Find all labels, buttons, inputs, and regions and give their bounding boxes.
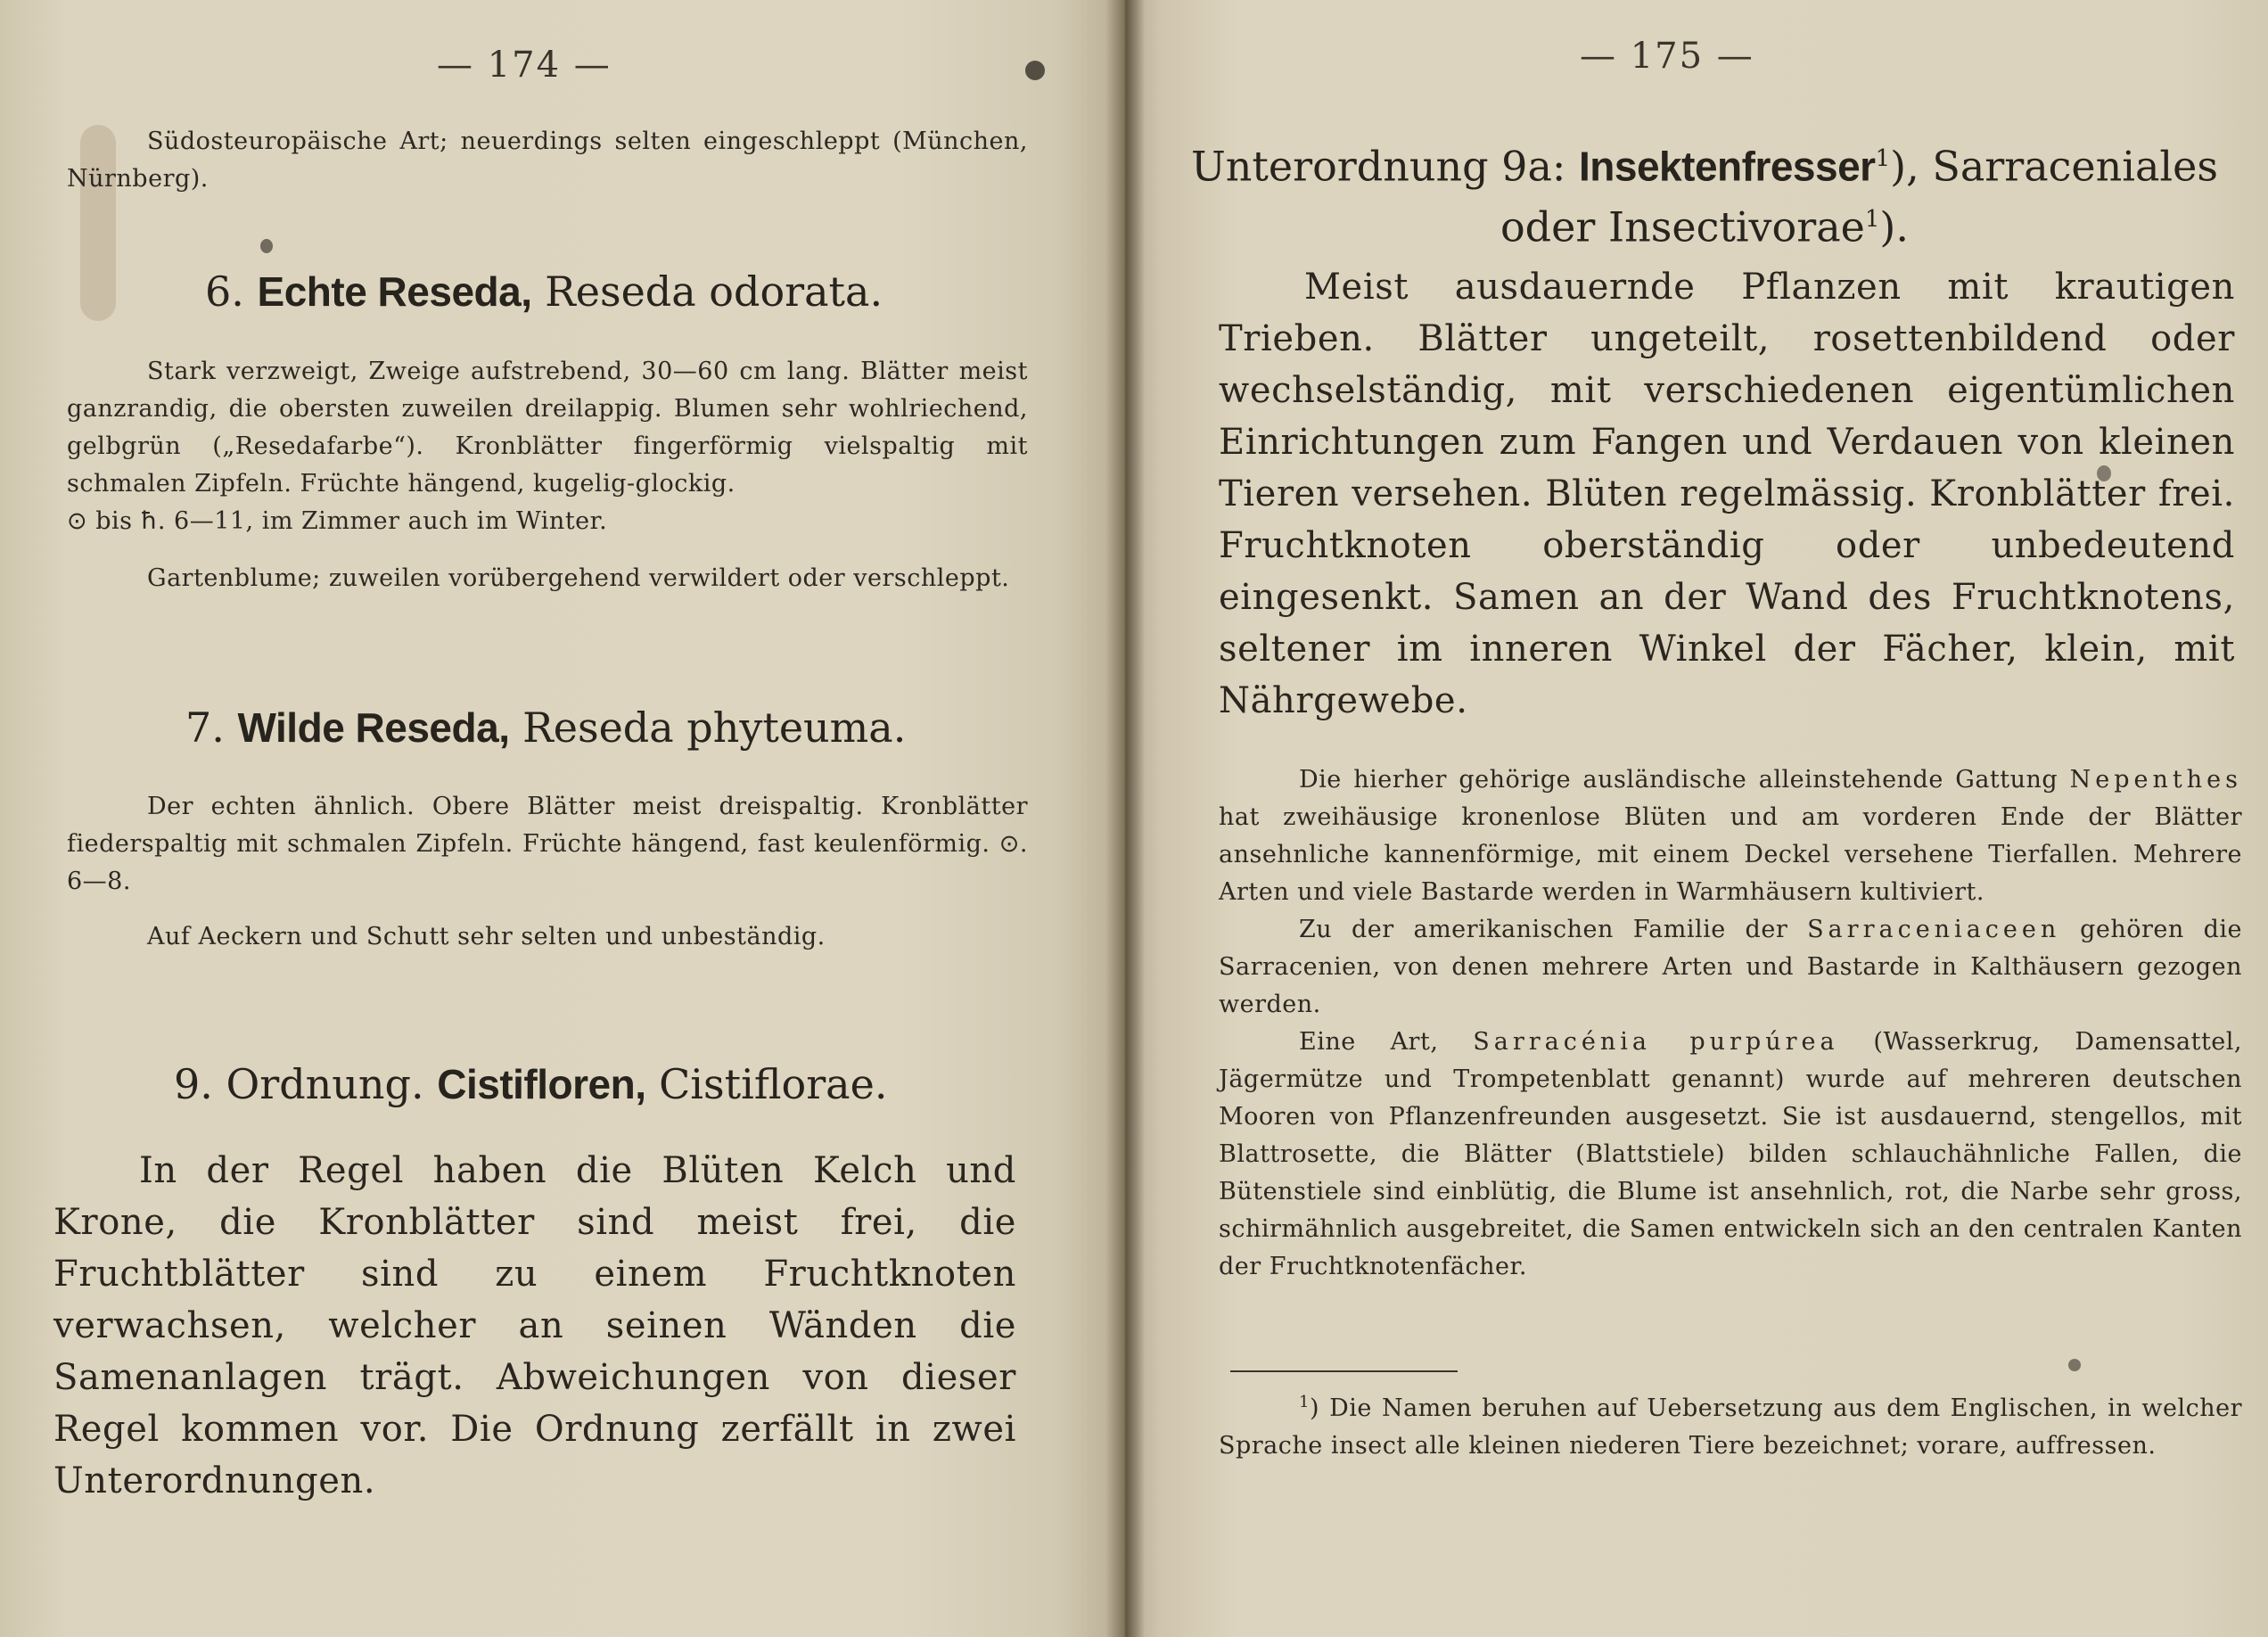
order-9-heading	[174, 1057, 887, 1111]
order-prefix: 9. Ordnung.	[174, 1060, 424, 1108]
species-number: 6.	[205, 267, 244, 316]
suborder-name: Insektenfresser	[1579, 143, 1876, 190]
page-number: — 174 —	[437, 45, 612, 86]
note-text: Eine Art,	[1299, 1028, 1474, 1056]
page-number: — 175 —	[1580, 36, 1754, 77]
book-gutter	[1105, 0, 1145, 1637]
footnote-mark: 1	[1864, 206, 1880, 234]
note-nepenthes	[1219, 761, 2242, 911]
flowering-time: . 6—8.	[67, 830, 1028, 895]
suborder-latin: ), Sarraceniales	[1890, 142, 2218, 191]
species-number: 7.	[185, 703, 225, 752]
suborder-alt-name: oder Insectivorae	[1500, 202, 1865, 251]
annual-symbol: ⊙	[998, 830, 1020, 858]
order-latin-name: Cistiflorae.	[659, 1060, 888, 1108]
suborder-description: Meist ausdauernde Pflanzen mit krautigen Trieben. Blätter ungeteilt, rosettenbildend oder wechselständig, mit verschiedenen eigentümlichen Einrichtungen zum Fangen und Verdauen von kleinen Tieren versehen. Blüten regelmässig. Kronblätter frei. Fruchtknoten oberständig oder unbedeutend eingesenkt. Samen an der Wand des Fruchtknotens, seltener im inneren Winkel der Fächer, klein, mit Nährgewebe.	[1219, 267, 2235, 721]
species-7-description	[67, 788, 1028, 901]
note-sarracenia-purpurea	[1219, 1024, 2242, 1286]
annual-symbol: ⊙	[67, 507, 88, 535]
species-6-flowering	[67, 503, 1028, 540]
note-sarraceniaceen	[1219, 911, 2242, 1024]
species-latin-name: Reseda phyteuma.	[522, 703, 907, 752]
left-page	[0, 0, 1125, 1637]
description-text: Stark verzweigt, Zweige aufstrebend, 30—60 cm lang. Blätter meist ganzrandig, die obersten zuweilen dreilappig. Blumen sehr wohlriechend, gelbgrün („Resedafarbe“). Kronblätter fingerförmig vielspaltig mit schmalen Zipfeln. Früchte hängend, kugelig-glockig.	[67, 358, 1028, 498]
species-common-name: Wilde Reseda,	[237, 704, 510, 751]
footnote-rule	[1230, 1370, 1458, 1372]
note-text: hat zweihäusige kronenlose Blüten und am vorderen Ende der Blätter ansehnliche kannenförmige, mit einem Deckel versehene Tierfallen. Mehrere Arten und viele Bastarde werden in Warmhäusern kultiviert.	[1219, 803, 2242, 906]
flowering-time: . 6—11, im Zimmer auch im Winter.	[157, 507, 608, 535]
note-text: (Wasserkrug, Damensattel, Jägermütze und Trompetenblatt genannt) wurde auf mehreren deutschen Mooren von Pflanzenfreunden ausgesetzt. Sie ist ausdauernd, stengellos, mit Blattrosette, die Blätter (Blattstiele) bilden schlauchähnliche Fallen, die Bütenstiele sind einblütig, die Blume ist ansehnlich, rot, die Narbe sehr gross, schirmähnlich ausgebreitet, die Samen entwickeln sich an den centralen Kanten der Fruchtknotenfächer.	[1219, 1028, 2243, 1280]
suborder-heading	[1179, 132, 2231, 254]
species-7-heading	[185, 701, 906, 754]
note-text: Die hierher gehörige ausländische alleinstehende Gattung	[1299, 766, 2070, 794]
ink-spot	[1025, 61, 1045, 80]
bis-text: bis	[95, 507, 133, 535]
perennial-symbol: ħ	[140, 507, 158, 535]
species-6-description	[67, 353, 1028, 503]
species-7-habitat: Auf Aeckern und Schutt sehr selten und unbeständig.	[147, 923, 826, 950]
description-text: Der echten ähnlich. Obere Blätter meist dreispaltig. Kronblätter fiederspaltig mit schmalen Zipfeln. Früchte hängend, fast keulenförmig.	[67, 793, 1028, 858]
note-text: Zu der amerikanischen Familie der	[1299, 916, 1808, 943]
suborder-line-1	[1179, 132, 2231, 193]
order-name: Cistifloren,	[437, 1061, 646, 1107]
species-7-description-block	[67, 788, 1028, 956]
footnote-mark: 1	[1299, 1393, 1310, 1411]
notes-block	[1219, 761, 2242, 1286]
family-name: Sarraceniaceen	[1807, 916, 2061, 943]
footnote	[1219, 1384, 2242, 1465]
footnote-mark: 1	[1875, 145, 1891, 172]
ink-spot	[2068, 1359, 2081, 1371]
species-common-name: Echte Reseda,	[257, 268, 532, 315]
ink-spot	[260, 239, 273, 253]
species-name: Sarracénia purpúrea	[1473, 1028, 1839, 1056]
species-6-habitat: Gartenblume; zuweilen vorübergehend verwildert oder verschleppt.	[147, 564, 1010, 592]
species-6-heading	[205, 265, 883, 318]
genus-name: Nepenthes	[2069, 766, 2242, 794]
suborder-prefix: Unterordnung 9a:	[1191, 142, 1566, 191]
suborder-line-2	[1179, 193, 2231, 253]
species-latin-name: Reseda odorata.	[545, 267, 883, 316]
suborder-line-end: ).	[1879, 202, 1909, 251]
species-6-description-block	[67, 353, 1028, 597]
intro-text: Südosteuropäische Art; neuerdings selten eingeschleppt (München, Nürnberg).	[67, 128, 1028, 193]
footnote-text: ) Die Namen beruhen auf Uebersetzung aus dem Englischen, in welcher Sprache insect alle kleinen niederen Tiere bezeichnet; vorare, auffressen.	[1219, 1394, 2242, 1460]
order-9-description: In der Regel haben die Blüten Kelch und Krone, die Kronblätter sind meist frei, die Fruchtblätter sind zu einem Fruchtknoten verwachsen, welcher an seinen Wänden die Samenanlagen trägt. Abweichungen von dieser Regel kommen vor. Die Ordnung zerfällt in zwei Unterordnungen.	[53, 1150, 1016, 1501]
right-page	[1125, 0, 2268, 1637]
note-text: gehören die Sarracenien, von denen mehrere Arten und Bastarde in Kalthäusern gezogen werden.	[1219, 916, 2243, 1018]
